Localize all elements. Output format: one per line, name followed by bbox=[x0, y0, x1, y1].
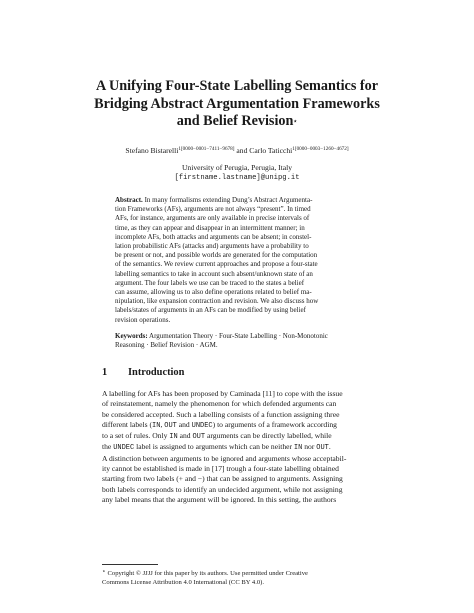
section-heading bbox=[102, 367, 184, 378]
affiliation bbox=[80, 163, 394, 183]
body-text-run: . bbox=[328, 442, 331, 452]
abstract-line-text: In many formalisms extending Dung’s Abstract Argumenta- bbox=[142, 196, 313, 204]
body-line: of reinstatement, namely the phenomenon for which defended arguments can bbox=[102, 399, 337, 409]
abstract-line: argument. The four labels we use can be traced to the states a belief bbox=[115, 278, 305, 287]
body-text-run: arguments can be directly labelled, while bbox=[205, 431, 332, 441]
title-line-2: Bridging Abstract Argumentation Frameworks bbox=[94, 95, 380, 112]
title-footnote-mark: ⋆ bbox=[293, 118, 298, 125]
author-conjunction: and bbox=[234, 146, 250, 155]
body-line bbox=[102, 442, 374, 453]
footnote-text: Copyright © JJJJ for this paper by its authors. Use permitted under Creative bbox=[105, 570, 308, 577]
footnote-mark: ⋆ bbox=[102, 568, 106, 575]
body-line bbox=[102, 431, 374, 442]
keywords-heading: Keywords: bbox=[115, 332, 148, 340]
section-number: 1 bbox=[102, 367, 108, 378]
abstract-line: labelling semantics to take in account such absent/unknown state of an bbox=[115, 269, 313, 278]
footnote-line: Commons License Attribution 4.0 International (CC BY 4.0). bbox=[102, 578, 265, 586]
body-text-run: ) to arguments of a framework according bbox=[212, 419, 337, 429]
label-undec: UNDEC bbox=[113, 444, 135, 453]
body-line: A distinction between arguments to be ignored and arguments whose acceptabil- bbox=[102, 453, 347, 463]
body-line: any label means that the argument will be ignored. In this setting, the authors bbox=[102, 494, 337, 504]
paper-title bbox=[60, 78, 414, 131]
body-text-run: and bbox=[176, 419, 192, 429]
label-out: OUT bbox=[192, 433, 206, 442]
keywords-text: Argumentation Theory · Four-State Labelling · Non-Monotonic bbox=[147, 332, 328, 340]
title-line-1: A Unifying Four-State Labelling Semantics for bbox=[95, 78, 379, 94]
footnote-line bbox=[102, 568, 374, 579]
abstract-line bbox=[115, 196, 361, 205]
footnote-rule bbox=[102, 564, 158, 565]
title-line-3 bbox=[60, 113, 414, 131]
abstract-line: lation probabilistic AFs (attacks and) arguments have a probability to bbox=[115, 242, 309, 251]
body-text-run: to a set of rules. Only bbox=[102, 431, 170, 441]
body-line: be considered accepted. Such a labelling consists of a function assigning three bbox=[102, 409, 340, 419]
body-text bbox=[102, 389, 374, 505]
abstract-line: can assume, allowing us to also define operations related to belief ma- bbox=[115, 288, 312, 297]
author-orcid: 1[0000−0003−1260−4672] bbox=[292, 146, 349, 152]
label-in: IN bbox=[152, 421, 161, 430]
author-orcid: 1[0000−0001−7411−9678] bbox=[178, 146, 235, 152]
author-name: Carlo Taticchi bbox=[249, 146, 293, 155]
section-title: Introduction bbox=[128, 367, 185, 378]
author-list bbox=[40, 146, 434, 155]
label-in: IN bbox=[293, 444, 303, 453]
label-in: IN bbox=[169, 433, 178, 442]
affiliation-institution: University of Perugia, Perugia, Italy bbox=[181, 163, 293, 172]
body-line: A labelling for AFs has been proposed by Caminada [11] to cope with the issue bbox=[102, 389, 343, 398]
body-text-run: label is assigned to arguments which can be neither bbox=[134, 442, 294, 452]
keywords-line bbox=[115, 332, 361, 341]
footnote bbox=[102, 568, 374, 587]
abstract-line: nipulation, like expansion contraction and revision. We also discuss how bbox=[115, 297, 319, 306]
body-text-run: different labels ( bbox=[102, 419, 153, 429]
abstract-line: tion Frameworks (AFs), arguments are not always “present”. In timed bbox=[115, 205, 311, 214]
abstract-line: revision operations. bbox=[115, 315, 171, 324]
author-name: Stefano Bistarelli bbox=[125, 146, 179, 155]
abstract-line: AFs, for instance, arguments are only available in precise intervals of bbox=[115, 214, 310, 223]
abstract-line: time, as they can appear and disappear in an intermittent manner; in bbox=[115, 223, 305, 232]
abstract-line: labels/states of arguments in an AFs can be modified by using belief bbox=[115, 306, 306, 315]
abstract bbox=[115, 196, 361, 325]
body-line: ity cannot be established is made in [17] trough a four-state labelling obtained bbox=[102, 464, 339, 474]
body-line: starting from two labels (+ and −) that can be assigned to arguments. Assigning bbox=[102, 474, 343, 484]
keywords bbox=[115, 332, 361, 350]
body-line bbox=[102, 420, 374, 431]
body-text-run: , bbox=[160, 419, 165, 429]
label-out: OUT bbox=[164, 421, 177, 430]
abstract-line: incomplete AFs, both attacks and arguments can be absent; in constel- bbox=[115, 232, 312, 241]
body-line: both labels corresponds to identify an undecided argument, while not assigning bbox=[102, 484, 343, 494]
affiliation-email: [firstname.lastname]@unipg.it bbox=[174, 174, 300, 182]
label-undec: UNDEC bbox=[191, 421, 213, 430]
abstract-line: of the semantics. We review current approaches and propose a four-state bbox=[115, 260, 318, 269]
body-text-run: and bbox=[177, 431, 193, 441]
abstract-line: be present or not, and possible worlds are generated for the computation bbox=[115, 251, 318, 260]
keywords-line: Reasoning · Belief Revision · AGM. bbox=[115, 341, 218, 350]
label-out: OUT bbox=[316, 444, 329, 453]
body-text-run: nor bbox=[302, 442, 317, 452]
title-line-3-text: and Belief Revision bbox=[176, 113, 294, 129]
abstract-heading: Abstract. bbox=[115, 196, 143, 204]
body-text-run: the bbox=[102, 442, 114, 452]
